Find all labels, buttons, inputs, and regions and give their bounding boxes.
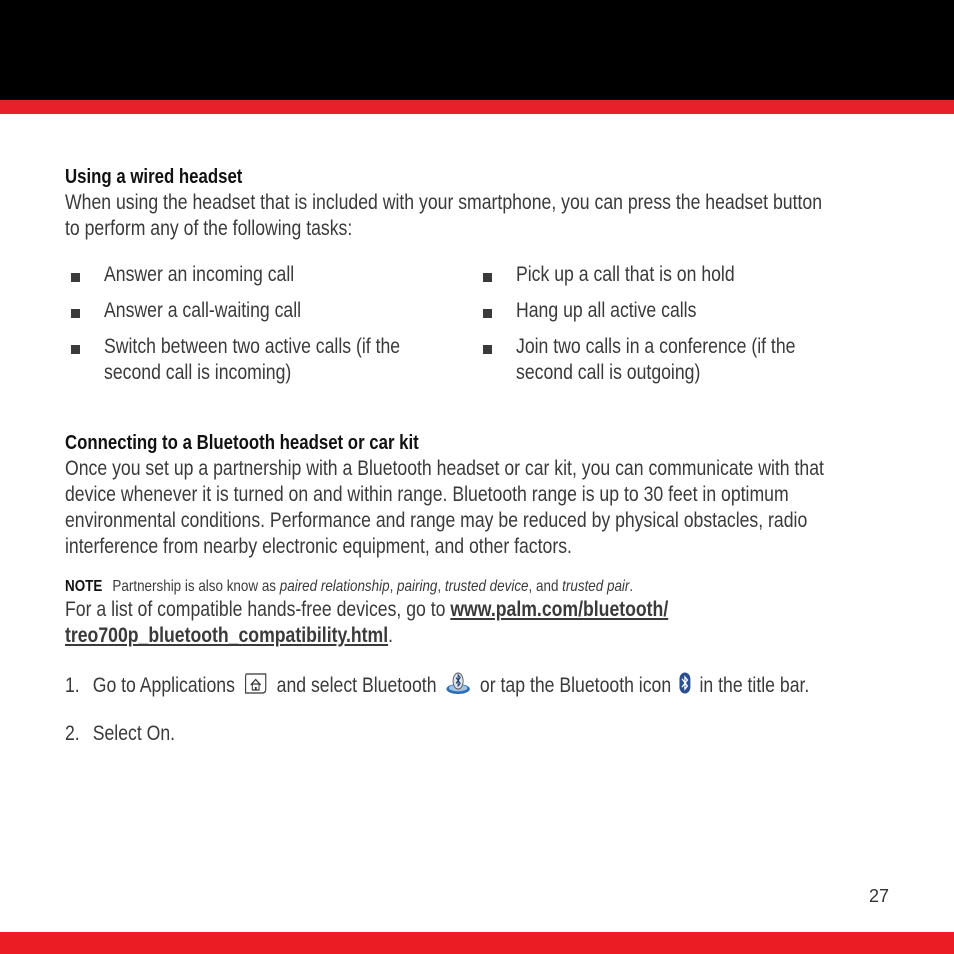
steps-list <box>65 671 895 747</box>
section-heading-bluetooth: Connecting to a Bluetooth headset or car kit <box>65 432 419 454</box>
note-separator: , <box>389 578 398 595</box>
header-red-stripe <box>0 100 954 114</box>
wired-headset-intro: When using the headset that is included with your smartphone, you can press the headset button to perform any of the following tasks: <box>65 191 823 240</box>
list-item: Join two calls in a conference (if the second call is outgoing) <box>477 334 857 386</box>
note-separator: . <box>629 578 634 595</box>
square-bullet-icon <box>71 345 80 354</box>
note-term: trusted pair <box>562 578 630 595</box>
square-bullet-icon <box>483 309 492 318</box>
square-bullet-icon <box>483 273 492 282</box>
compatibility-paragraph <box>65 597 895 649</box>
footer-red-bar <box>0 932 954 954</box>
step-text: Go to Applications <box>92 674 235 698</box>
task-bullet-list <box>65 262 895 400</box>
step-number: 2. <box>65 722 80 745</box>
bluetooth-body: Once you set up a partnership with a Bluetooth headset or car kit, you can communicate with that device whenever it is turned on and within range. Bluetooth range is up to 30 feet in optimum environmental conditions. Performance and range may be reduced by physical obstacles, radio interference from nearby electronic equipment, and other factors. <box>65 457 824 558</box>
step-text: Select On. <box>92 722 176 745</box>
bullet-column-right <box>477 262 857 396</box>
step-text: in the title bar. <box>699 674 810 698</box>
note-text: Partnership is also know as <box>112 578 280 595</box>
note-box <box>65 577 895 597</box>
note-separator: , and <box>528 578 563 595</box>
note-term: paired relationship <box>279 578 390 595</box>
applications-home-icon <box>243 671 268 702</box>
square-bullet-icon <box>71 309 80 318</box>
compatibility-link[interactable]: www.palm.com/bluetooth/ <box>450 598 669 621</box>
note-term: pairing <box>397 578 438 595</box>
list-item: Answer an incoming call <box>65 262 445 288</box>
step-1 <box>65 671 895 702</box>
list-item: Pick up a call that is on hold <box>477 262 857 288</box>
page-number: 27 <box>869 886 890 906</box>
page-content <box>65 164 895 766</box>
note-separator: , <box>437 578 445 595</box>
compatibility-link-continued[interactable]: treo700p_bluetooth_compatibility.html <box>65 624 389 647</box>
bluetooth-section <box>65 430 895 747</box>
link-period: . <box>388 624 394 647</box>
bluetooth-icon <box>679 672 691 701</box>
square-bullet-icon <box>483 345 492 354</box>
header-black-bar <box>0 0 954 100</box>
step-number: 1. <box>65 674 80 698</box>
step-2 <box>65 721 895 747</box>
note-label: NOTE <box>65 578 103 595</box>
step-text: and select Bluetooth <box>276 674 437 698</box>
list-item: Hang up all active calls <box>477 298 857 324</box>
list-item: Switch between two active calls (if the second call is incoming) <box>65 334 445 386</box>
note-term: trusted device <box>444 578 529 595</box>
link-intro-text: For a list of compatible hands-free devices, go to <box>65 598 451 621</box>
square-bullet-icon <box>71 273 80 282</box>
step-text: or tap the Bluetooth icon <box>479 674 672 698</box>
bullet-column-left <box>65 262 445 396</box>
section-heading-wired-headset: Using a wired headset <box>65 166 243 188</box>
list-item: Answer a call-waiting call <box>65 298 445 324</box>
bluetooth-app-icon <box>445 671 472 702</box>
